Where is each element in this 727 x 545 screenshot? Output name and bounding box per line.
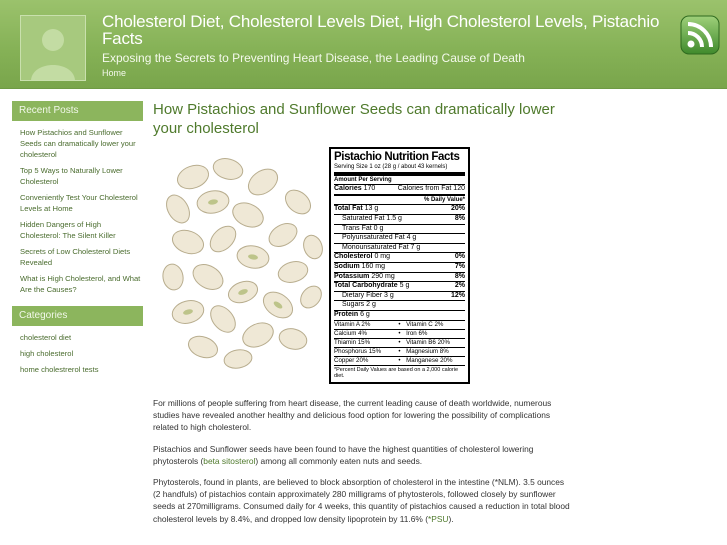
sidebar [12,101,143,386]
nutrition-title: Pistachio Nutrition Facts [334,151,460,163]
site-header [0,0,727,89]
saturated-fat-dv: 8% [454,214,465,222]
post-paragraph: Phytosterols, found in plants, are believed to block absorption of cholesterol in the intestine (*NLM). 3.5 ounces (2 handfuls) of pistachios contain approximately 280 milligrams of phytosterols, followed closely by sunflower seeds at 270milligrams. Consumed daily for 4 weeks, this quantity of pistachios caused a reduction in total blood cholesterol levels by 8.4%, and dropped low density lipoprotein by 11.6% (*PSU). [153,477,570,524]
recent-post-link[interactable]: Secrets of Low Cholesterol Diets Revealed [20,247,131,267]
cholesterol-dv: 0% [454,253,465,261]
recent-post-item[interactable] [20,165,143,187]
nutrition-facts-label [329,147,470,384]
potassium-label: Potassium [334,272,370,280]
saturated-fat: Saturated Fat 1.5 g [342,214,402,222]
calories-from-fat: Calories from Fat 120 [397,185,465,193]
recent-post-item[interactable] [20,127,143,160]
total-carb-label: Total Carbohydrate [334,282,398,290]
category-item[interactable] [20,332,143,343]
dietary-fiber: Dietary Fiber 3 g [342,291,394,299]
cholesterol-label: Cholesterol [334,253,373,261]
category-link[interactable]: home cholestrerol tests [20,365,99,374]
pistachio-image [153,147,329,373]
sodium-amount: 160 mg [361,262,385,270]
mono-fat: Monounsaturated Fat 7 g [342,243,421,251]
recent-posts-title: Recent Posts [12,101,143,121]
vitamin-row: Phosphorus 15% • Magnesium 8% [334,347,465,356]
protein-label: Protein [334,310,359,318]
sugars: Sugars 2 g [342,301,376,309]
recent-post-link[interactable]: Top 5 Ways to Naturally Lower Cholesterol [20,166,123,186]
potassium-dv: 8% [454,272,465,280]
post-paragraph: Pistachios and Sunflower seeds have been found to have the highest quantities of cholesterol lowering phytosterols (beta sitosterol) among all commonly eaten nuts and seeds. [153,443,534,466]
post-figures [153,147,573,397]
site-description: Exposing the Secrets to Preventing Heart Disease, the Leading Cause of Death [102,51,525,65]
total-carb-amount: 5 g [399,282,410,290]
beta-sitosterol-link[interactable]: beta sitosterol [203,455,256,466]
poly-fat: Polyunsaturated Fat 4 g [342,234,417,242]
category-link[interactable]: cholesterol diet [20,333,72,342]
total-fat-label: Total Fat [334,205,363,213]
recent-post-link[interactable]: Hidden Dangers of High Cholesterol: The Silent Killer [20,220,116,240]
daily-value-header: % Daily Value* [423,196,465,203]
categories-title: Categories [12,306,143,326]
dietary-fiber-dv: 12% [450,291,465,299]
main-content [153,100,573,534]
vitamin-row: Thiamin 15% • Vitamin B6 20% [334,338,465,347]
calories-label: Calories [334,185,362,193]
cholesterol-amount: 0 mg [374,253,391,261]
sodium-label: Sodium [334,262,360,270]
protein-amount: 6 g [360,310,370,318]
post-title[interactable]: How Pistachios and Sunflower Seeds can dramatically lower your cholesterol [153,101,555,137]
recent-posts-list [12,121,143,306]
avatar [20,15,86,81]
amount-per-serving: Amount Per Serving [334,176,392,183]
vitamin-row: Vitamin A 2% • Vitamin C 2% [334,320,465,329]
category-item[interactable] [20,348,143,359]
recent-post-link[interactable]: What is High Cholesterol, and What Are the Causes? [20,274,141,294]
calories-value: 170 [363,185,376,193]
nutrition-footnote: *Percent Daily Values are based on a 2,000 calorie diet. [334,365,465,380]
recent-post-item[interactable] [20,219,143,241]
recent-post-item[interactable] [20,273,143,295]
recent-post-item[interactable] [20,192,143,214]
vitamin-row: Calcium 4% • Iron 6% [334,329,465,338]
psu-link[interactable]: *PSU [427,513,449,524]
total-carb-dv: 2% [454,282,465,290]
rss-feed-icon[interactable] [680,15,720,55]
post-paragraph: For millions of people suffering from heart disease, the current leading cause of death worldwide, numerous studies have revealed another healthy and delicious food option for lowering the possibility of complications related to high cholesterol. [153,398,552,433]
recent-post-link[interactable]: Conveniently Test Your Cholesterol Levels at Home [20,193,138,213]
sodium-dv: 7% [454,262,465,270]
nav-home-link[interactable]: Home [102,68,127,78]
category-item[interactable] [20,364,143,375]
total-fat-amount: 13 g [364,205,379,213]
recent-post-item[interactable] [20,246,143,268]
trans-fat: Trans Fat 0 g [342,224,384,232]
total-fat-dv: 20% [450,205,465,213]
serving-size: Serving Size 1 oz (28 g / about 43 kernels) [334,164,448,170]
categories-list [12,326,143,386]
site-title[interactable]: Cholesterol Diet, Cholesterol Levels Diet, High Cholesterol Levels, Pistachio Facts [102,12,660,48]
category-link[interactable]: high cholesterol [20,349,74,358]
recent-post-link[interactable]: How Pistachios and Sunflower Seeds can dramatically lower your cholesterol [20,128,136,159]
vitamin-row: Copper 20% • Manganese 20% [334,356,465,365]
potassium-amount: 290 mg [371,272,395,280]
